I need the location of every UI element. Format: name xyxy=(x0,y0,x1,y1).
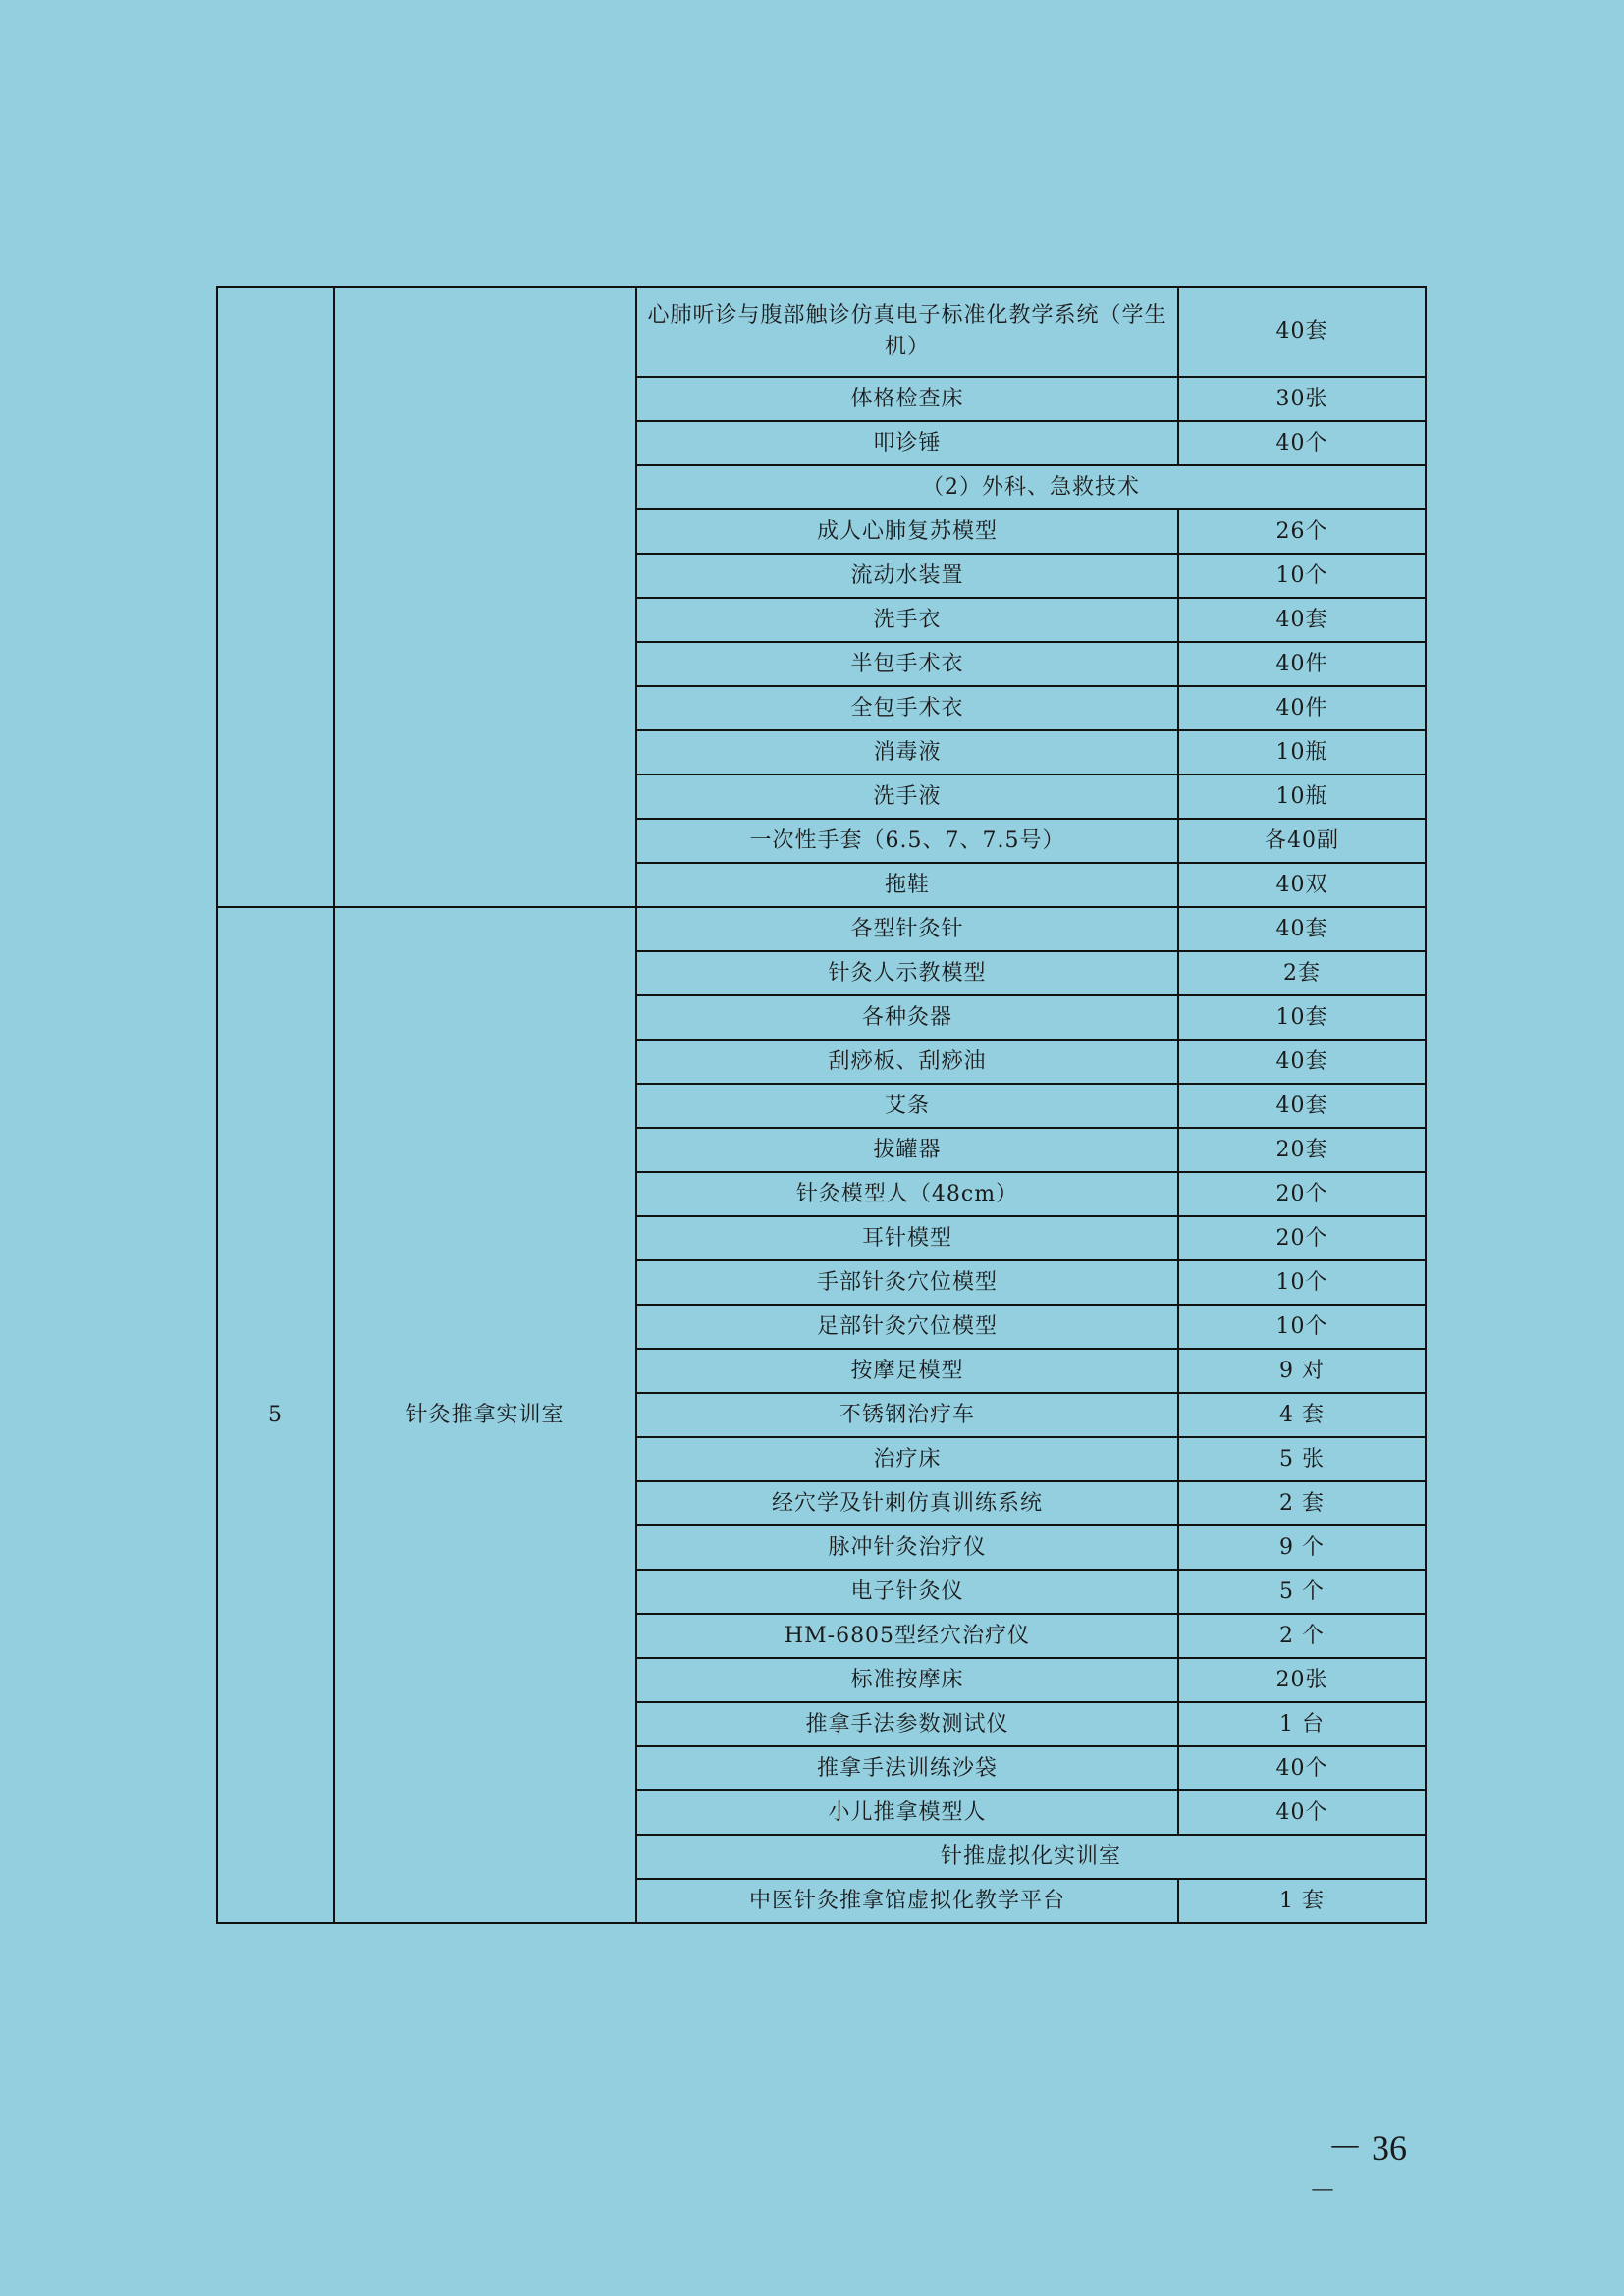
equipment-name: 手部针灸穴位模型 xyxy=(636,1260,1178,1305)
equipment-name: 半包手术衣 xyxy=(636,642,1178,686)
equipment-quantity: 10个 xyxy=(1178,554,1426,598)
equipment-quantity: 20个 xyxy=(1178,1216,1426,1260)
equipment-name: 标准按摩床 xyxy=(636,1658,1178,1702)
equipment-quantity: 40个 xyxy=(1178,421,1426,465)
equipment-quantity: 10个 xyxy=(1178,1305,1426,1349)
equipment-quantity: 4 套 xyxy=(1178,1393,1426,1437)
page-number-dash: － xyxy=(1309,2176,1337,2207)
equipment-quantity: 20张 xyxy=(1178,1658,1426,1702)
equipment-name: 叩诊锤 xyxy=(636,421,1178,465)
equipment-name: 各型针灸针 xyxy=(636,907,1178,951)
equipment-quantity: 10套 xyxy=(1178,995,1426,1040)
equipment-name: 小儿推拿模型人 xyxy=(636,1790,1178,1835)
equipment-name: 成人心肺复苏模型 xyxy=(636,509,1178,554)
equipment-name: 不锈钢治疗车 xyxy=(636,1393,1178,1437)
equipment-quantity: 40套 xyxy=(1178,907,1426,951)
table-row xyxy=(217,287,1426,377)
equipment-quantity: 9 个 xyxy=(1178,1525,1426,1570)
equipment-name: 推拿手法训练沙袋 xyxy=(636,1746,1178,1790)
equipment-quantity: 40个 xyxy=(1178,1790,1426,1835)
training-room-cell xyxy=(334,287,636,907)
equipment-quantity: 1 套 xyxy=(1178,1879,1426,1923)
equipment-name: 拖鞋 xyxy=(636,863,1178,907)
equipment-name: 治疗床 xyxy=(636,1437,1178,1481)
equipment-name: 一次性手套（6.5、7、7.5号） xyxy=(636,819,1178,863)
equipment-quantity: 1 台 xyxy=(1178,1702,1426,1746)
equipment-quantity: 各40副 xyxy=(1178,819,1426,863)
equipment-name: 足部针灸穴位模型 xyxy=(636,1305,1178,1349)
equipment-table xyxy=(216,286,1427,1924)
equipment-name: 耳针模型 xyxy=(636,1216,1178,1260)
equipment-quantity: 5 个 xyxy=(1178,1570,1426,1614)
equipment-name: 脉冲针灸治疗仪 xyxy=(636,1525,1178,1570)
section-heading: 针推虚拟化实训室 xyxy=(636,1835,1426,1879)
page-number: － 36 xyxy=(1327,2128,1408,2167)
equipment-quantity: 40个 xyxy=(1178,1746,1426,1790)
equipment-quantity: 26个 xyxy=(1178,509,1426,554)
equipment-quantity: 40套 xyxy=(1178,1040,1426,1084)
equipment-quantity: 40套 xyxy=(1178,598,1426,642)
equipment-quantity: 9 对 xyxy=(1178,1349,1426,1393)
equipment-name: HM-6805型经穴治疗仪 xyxy=(636,1614,1178,1658)
training-room-cell: 针灸推拿实训室 xyxy=(334,907,636,1923)
equipment-name: 针灸人示教模型 xyxy=(636,951,1178,995)
equipment-quantity: 20个 xyxy=(1178,1172,1426,1216)
equipment-quantity: 40双 xyxy=(1178,863,1426,907)
equipment-quantity: 40件 xyxy=(1178,642,1426,686)
equipment-name: 体格检查床 xyxy=(636,377,1178,421)
equipment-quantity: 40套 xyxy=(1178,1084,1426,1128)
equipment-name: 电子针灸仪 xyxy=(636,1570,1178,1614)
equipment-name: 按摩足模型 xyxy=(636,1349,1178,1393)
equipment-name: 流动水装置 xyxy=(636,554,1178,598)
equipment-name: 各种灸器 xyxy=(636,995,1178,1040)
equipment-name: 全包手术衣 xyxy=(636,686,1178,730)
equipment-name: 推拿手法参数测试仪 xyxy=(636,1702,1178,1746)
equipment-name: 中医针灸推拿馆虚拟化教学平台 xyxy=(636,1879,1178,1923)
equipment-quantity: 2 个 xyxy=(1178,1614,1426,1658)
table-row xyxy=(217,907,1426,951)
equipment-name: 艾条 xyxy=(636,1084,1178,1128)
equipment-quantity: 10瓶 xyxy=(1178,774,1426,819)
row-number-cell: 5 xyxy=(217,907,334,1923)
equipment-quantity: 10个 xyxy=(1178,1260,1426,1305)
equipment-quantity: 20套 xyxy=(1178,1128,1426,1172)
equipment-name: 拔罐器 xyxy=(636,1128,1178,1172)
equipment-quantity: 5 张 xyxy=(1178,1437,1426,1481)
equipment-name: 针灸模型人（48cm） xyxy=(636,1172,1178,1216)
equipment-quantity: 2 套 xyxy=(1178,1481,1426,1525)
row-number-cell xyxy=(217,287,334,907)
section-heading: （2）外科、急救技术 xyxy=(636,465,1426,509)
equipment-name: 经穴学及针刺仿真训练系统 xyxy=(636,1481,1178,1525)
equipment-quantity: 40套 xyxy=(1178,287,1426,377)
equipment-quantity: 30张 xyxy=(1178,377,1426,421)
equipment-name: 洗手液 xyxy=(636,774,1178,819)
equipment-name: 心肺听诊与腹部触诊仿真电子标准化教学系统（学生机） xyxy=(636,287,1178,377)
equipment-name: 洗手衣 xyxy=(636,598,1178,642)
equipment-quantity: 2套 xyxy=(1178,951,1426,995)
equipment-quantity: 40件 xyxy=(1178,686,1426,730)
equipment-quantity: 10瓶 xyxy=(1178,730,1426,774)
equipment-table-body xyxy=(217,287,1426,1923)
equipment-name: 刮痧板、刮痧油 xyxy=(636,1040,1178,1084)
equipment-name: 消毒液 xyxy=(636,730,1178,774)
